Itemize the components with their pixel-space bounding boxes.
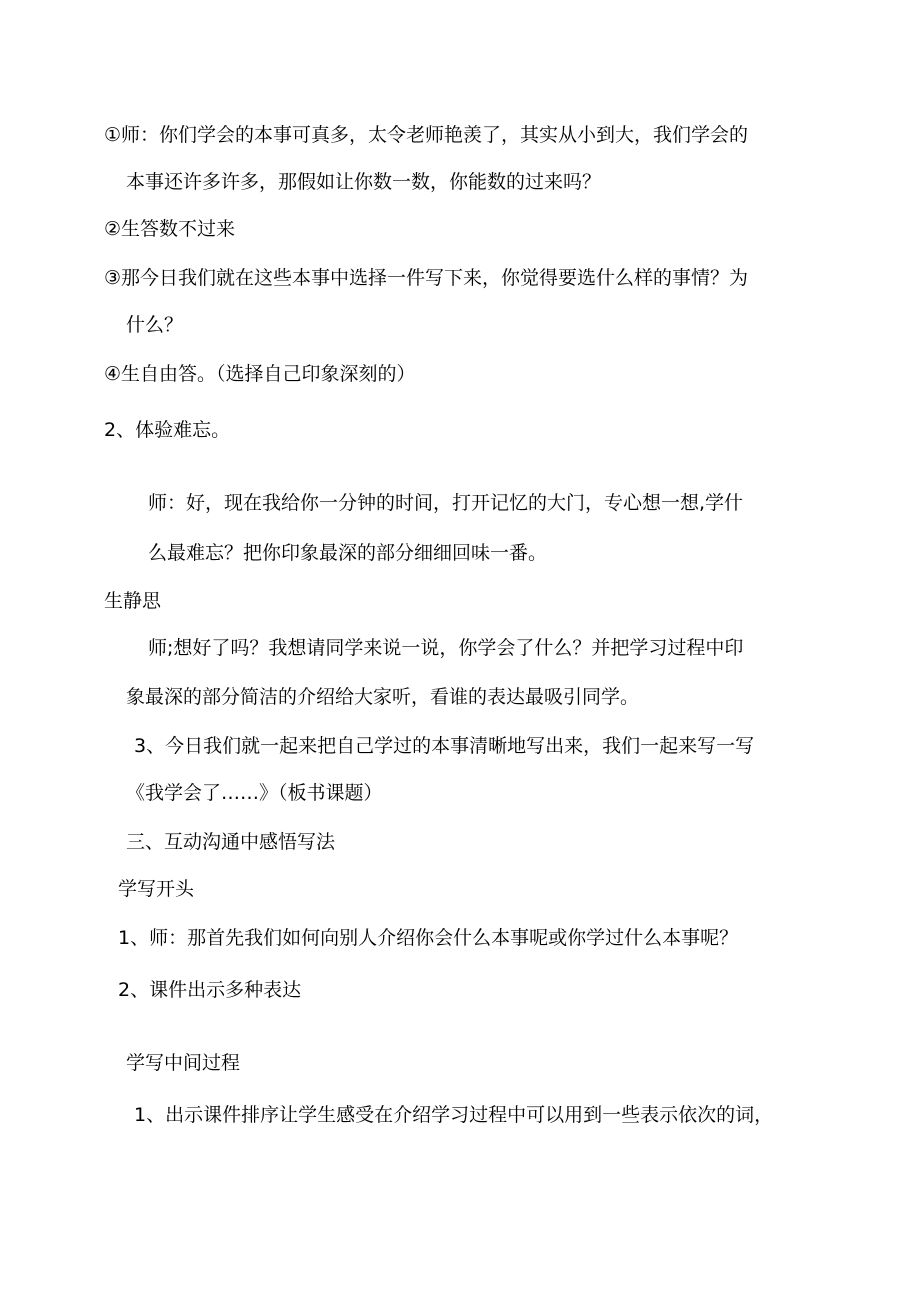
text-line: 什么？ xyxy=(126,314,184,336)
text-line: 象最深的部分简洁的介绍给大家听，看谁的表达最吸引同学。 xyxy=(126,686,640,708)
text-line: ③那今日我们就在这些本事中选择一件写下来，你觉得要选什么样的事情？为 xyxy=(104,267,749,289)
text-line: 师;想好了吗？我想请同学来说一说，你学会了什么？并把学习过程中印 xyxy=(148,637,744,659)
text-line: 2、体验难忘。 xyxy=(104,419,231,441)
text-line: 师：好，现在我给你一分钟的时间，打开记忆的大门，专心想一想,学什 xyxy=(148,492,744,514)
text-line: 3、今日我们就一起来把自己学过的本事清晰地写出来，我们一起来写一写 xyxy=(134,735,755,757)
text-line: 2、课件出示多种表达 xyxy=(118,979,302,1001)
text-line: 三、互动沟通中感悟写法 xyxy=(126,831,336,853)
text-line: ①师：你们学会的本事可真多，太令老师艳羡了，其实从小到大，我们学会的 xyxy=(104,124,749,146)
text-line: 1、师：那首先我们如何向别人介绍你会什么本事呢或你学过什么本事呢？ xyxy=(118,927,739,949)
text-line: 本事还许多许多，那假如让你数一数，你能数的过来吗？ xyxy=(126,171,602,193)
text-line: 学写中间过程 xyxy=(126,1052,241,1074)
text-line: ②生答数不过来 xyxy=(104,218,236,240)
text-line: ④生自由答。（选择自己印象深刻的） xyxy=(104,363,416,385)
text-line: 学写开头 xyxy=(118,878,195,900)
text-line: 么最难忘？把你印象最深的部分细细回味一番。 xyxy=(148,542,548,564)
text-line: 生静思 xyxy=(104,590,162,612)
text-line: 《我学会了……》（板书课题） xyxy=(126,782,383,804)
text-line: 1、出示课件排序让学生感受在介绍学习过程中可以用到一些表示依次的词， xyxy=(134,1104,774,1126)
